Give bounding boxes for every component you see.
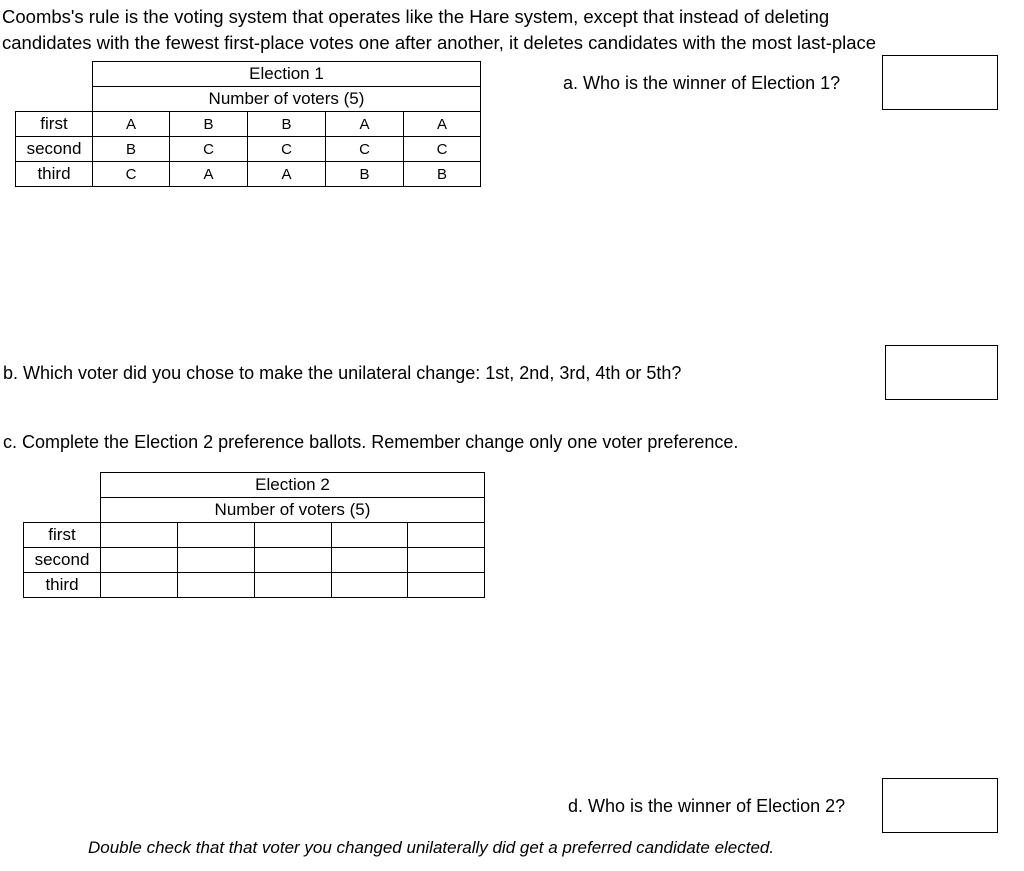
ballot-cell: A xyxy=(248,162,326,187)
ballot-input-cell[interactable] xyxy=(332,523,408,548)
intro-line-2: candidates with the fewest first-place votes one after another, it deletes candidates with the most last-place xyxy=(2,32,877,53)
ballot-cell: C xyxy=(170,137,248,162)
intro-line-1: Coombs's rule is the voting system that operates like the Hare system, except that instead of deleting xyxy=(2,6,830,27)
ballot-cell: C xyxy=(93,162,170,187)
ballot-input-cell[interactable] xyxy=(178,523,255,548)
ballot-cell: B xyxy=(93,137,170,162)
ballot-input-cell[interactable] xyxy=(255,573,332,598)
ballot-input-cell[interactable] xyxy=(332,548,408,573)
election2-row-third xyxy=(24,573,485,598)
row-label: third xyxy=(24,573,101,598)
election1-row-first xyxy=(16,112,481,137)
ballot-cell: A xyxy=(170,162,248,187)
election2-row-first xyxy=(24,523,485,548)
election1-title: Election 1 xyxy=(93,62,481,87)
ballot-input-cell[interactable] xyxy=(255,548,332,573)
ballot-cell: A xyxy=(326,112,404,137)
ballot-cell: C xyxy=(404,137,481,162)
ballot-input-cell[interactable] xyxy=(101,573,178,598)
ballot-input-cell[interactable] xyxy=(255,523,332,548)
ballot-cell: B xyxy=(170,112,248,137)
answer-a-box[interactable] xyxy=(882,55,998,110)
row-label: second xyxy=(16,137,93,162)
ballot-cell: A xyxy=(404,112,481,137)
election1-row-third xyxy=(16,162,481,187)
ballot-cell: B xyxy=(248,112,326,137)
election1-table xyxy=(15,61,481,187)
question-a: a. Who is the winner of Election 1? xyxy=(563,73,841,93)
question-b: b. Which voter did you chose to make the unilateral change: 1st, 2nd, 3rd, 4th or 5th? xyxy=(3,363,682,383)
ballot-input-cell[interactable] xyxy=(178,573,255,598)
ballot-input-cell[interactable] xyxy=(332,573,408,598)
intro-paragraph xyxy=(2,4,1022,56)
ballot-cell: A xyxy=(93,112,170,137)
row-label: first xyxy=(24,523,101,548)
question-c: c. Complete the Election 2 preference ballots. Remember change only one voter preference. xyxy=(3,432,739,452)
ballot-cell: C xyxy=(248,137,326,162)
ballot-input-cell[interactable] xyxy=(408,573,485,598)
ballot-input-cell[interactable] xyxy=(101,548,178,573)
question-d: d. Who is the winner of Election 2? xyxy=(568,796,846,816)
ballot-input-cell[interactable] xyxy=(408,548,485,573)
ballot-cell: B xyxy=(404,162,481,187)
row-label: first xyxy=(16,112,93,137)
ballot-input-cell[interactable] xyxy=(408,523,485,548)
election2-row-second xyxy=(24,548,485,573)
ballot-cell: B xyxy=(326,162,404,187)
election1-row-second xyxy=(16,137,481,162)
ballot-input-cell[interactable] xyxy=(101,523,178,548)
answer-d-box[interactable] xyxy=(882,778,998,833)
row-label: second xyxy=(24,548,101,573)
election2-table xyxy=(23,472,485,598)
election1-subtitle: Number of voters (5) xyxy=(93,87,481,112)
ballot-input-cell[interactable] xyxy=(178,548,255,573)
answer-b-box[interactable] xyxy=(885,345,998,400)
election2-title: Election 2 xyxy=(101,473,485,498)
election2-subtitle: Number of voters (5) xyxy=(101,498,485,523)
footer-note: Double check that that voter you changed unilaterally did get a preferred candidate elected. xyxy=(88,838,775,857)
ballot-cell: C xyxy=(326,137,404,162)
row-label: third xyxy=(16,162,93,187)
